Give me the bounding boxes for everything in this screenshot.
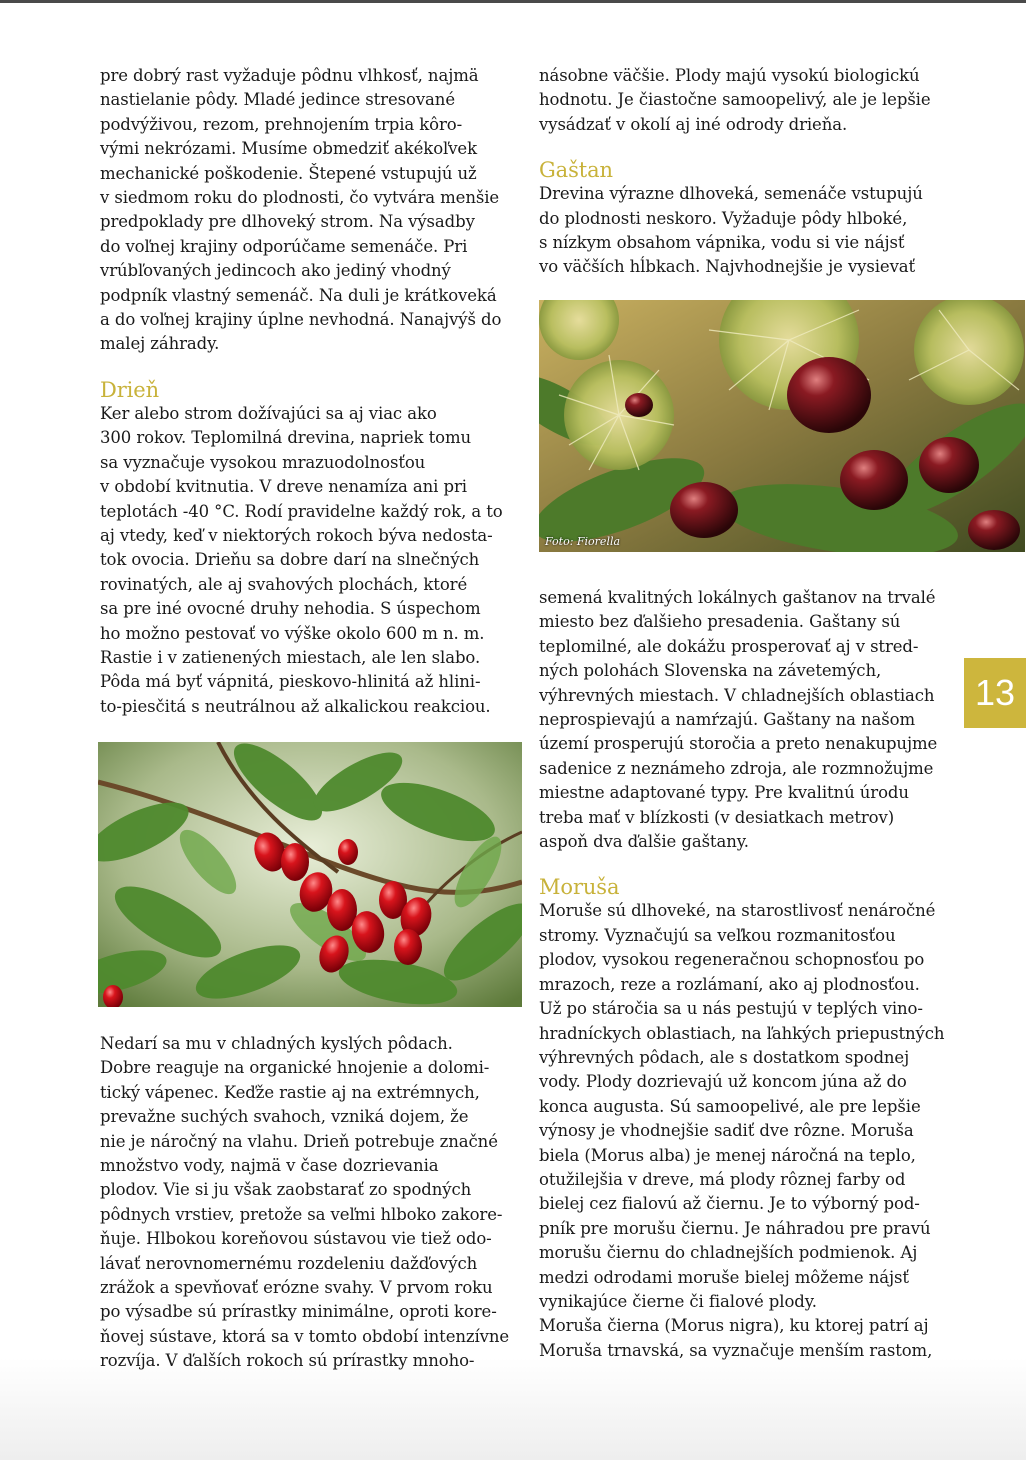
gastan-heading: Gaštan <box>539 158 613 183</box>
text-line: ho možno pestovať vo výške okolo 600 m n. m. <box>100 623 485 643</box>
drien-heading: Drieň <box>100 377 160 402</box>
text-line: biela (Morus alba) je menej náročná na teplo, <box>539 1145 916 1165</box>
text-line: množstvo vody, najmä v čase dozrievania <box>100 1156 439 1176</box>
text-line: v období kvitnutia. V dreve nenamíza ani pri <box>100 477 467 497</box>
text-line: tický vápenec. Keďže rastie aj na extrémnych, <box>100 1082 480 1102</box>
text-line: území prosperujú storočia a preto nenakupujme <box>539 734 938 754</box>
left-column-bottom <box>100 1032 509 1374</box>
text-line: sa pre iné ovocné druhy nehodia. S úspechom <box>100 599 481 619</box>
text-line: ných polohách Slovenska na závetemých, <box>539 661 882 681</box>
text-line: teplotách -40 °C. Rodí pravidelne každý rok, a to <box>100 501 503 521</box>
text-line: podpník vlastný semenáč. Na duli je krátkoveká <box>100 285 497 305</box>
text-line: pre dobrý rast vyžaduje pôdnu vlhkosť, najmä <box>100 66 479 85</box>
text-line: ňuje. Hlbokou koreňovou sústavou vie tiež odo- <box>100 1229 492 1249</box>
text-line: lávať nerovnomernému rozdeleniu dažďových <box>100 1253 478 1273</box>
text-line: plodov. Vie si ju však zaobstarať zo spodných <box>100 1180 472 1200</box>
text-line: nie je náročný na vlahu. Drieň potrebuje značné <box>100 1131 498 1151</box>
cornelian-cherry-photo <box>98 742 522 1007</box>
text-line: miesto bez ďalšieho presadenia. Gaštany sú <box>539 612 901 632</box>
text-line: zrážok a spevňovať erózne svahy. V prvom roku <box>100 1278 493 1298</box>
drien-paragraph <box>100 402 503 719</box>
text-line: bielej cez fialovú až čiernu. Je to výborný pod- <box>539 1194 920 1214</box>
text-line: Moruša trnavská, sa vyznačuje menším rastom, <box>539 1340 933 1360</box>
text-line: rovinatých, ale aj svahových plochách, ktoré <box>100 574 468 594</box>
right-column-bottom <box>539 586 944 1363</box>
text-line: aj vtedy, keď v niektorých rokoch býva nedosta- <box>100 525 493 545</box>
text-line: po výsadbe sú prírastky minimálne, oproti kore- <box>100 1302 497 1322</box>
left-column-top <box>100 64 503 719</box>
text-line: tok ovocia. Drieňu sa dobre darí na slnečných <box>100 550 480 570</box>
text-line: vysádzať v okolí aj iné odrody drieňa. <box>539 114 848 134</box>
text-line: neprospievajú a namŕzajú. Gaštany na našom <box>539 710 916 730</box>
text-line: medzi odrodami moruše bielej môžeme nájsť <box>539 1267 909 1287</box>
text-line: stromy. Vyznačujú sa veľkou rozmanitosťou <box>539 925 896 945</box>
morusa-heading: Moruša <box>539 875 620 900</box>
right-column-top <box>539 64 931 280</box>
text-line: morušu čiernu do chladnejších podmienok. Aj <box>539 1243 918 1263</box>
text-line: rozvíja. V ďalších rokoch sú prírastky mnoho- <box>100 1351 475 1371</box>
text-line: výhrevných miestach. V chladnejších oblastiach <box>539 685 935 705</box>
text-line: vody. Plody dozrievajú už koncom júna až do <box>539 1072 907 1092</box>
text-line: pník pre morušu čiernu. Je náhradou pre pravú <box>539 1218 931 1238</box>
intro-paragraph <box>100 64 503 357</box>
text-line: otužilejšia v dreve, má plody rôznej farby od <box>539 1169 906 1189</box>
gastan-paragraph <box>539 182 931 280</box>
text-line: Dobre reaguje na organické hnojenie a dolomi- <box>100 1058 490 1078</box>
photo-credit: Foto: Fiorella <box>545 535 621 548</box>
text-line: prevažne suchých svahoch, vzniká dojem, že <box>100 1107 469 1127</box>
text-line: treba mať v blízkosti (v desiatkach metrov) <box>539 807 895 827</box>
text-line: hodnotu. Je čiastočne samoopelivý, ale je lepšie <box>539 90 931 110</box>
morusa-paragraph <box>539 899 944 1363</box>
text-line: teplomilné, ale dokážu prosperovať aj v stred- <box>539 636 919 656</box>
text-line: do voľnej krajiny odporúčame semenáče. Pri <box>100 236 468 256</box>
text-line: s nízkym obsahom vápnika, vodu si vie nájsť <box>539 233 905 253</box>
text-line: sadenice z neznámeho zdroja, ale rozmnožujme <box>539 758 934 778</box>
text-line: malej záhrady. <box>100 334 220 354</box>
text-line: sa vyznačuje vysokou mrazuodolnosťou <box>100 452 426 472</box>
text-line: vými nekrózami. Musíme obmedziť akékoľvek <box>100 139 477 159</box>
text-line: mechanické poškodenie. Štepené vstupujú už <box>100 163 477 183</box>
text-line: Moruše sú dlhoveké, na starostlivosť nenáročné <box>539 901 936 921</box>
text-line: Nedarí sa mu v chladných kyslých pôdach. <box>100 1034 453 1053</box>
text-line: výnosy je vhodnejšie sadiť dve rôzne. Moruša <box>539 1121 914 1141</box>
text-line: do plodnosti neskoro. Vyžaduje pôdy hlboké, <box>539 208 908 228</box>
text-line: ňovej sústave, ktorá sa v tomto období intenzívne <box>100 1326 510 1346</box>
text-line: pôdnych vrstiev, pretože sa veľmi hlboko zakore- <box>100 1204 503 1224</box>
text-line: vrúbľovaných jedincoch ako jediný vhodný <box>100 261 451 281</box>
text-line: Už po stáročia sa u nás pestujú v teplých vino- <box>539 999 923 1019</box>
text-line: Ker alebo strom dožívajúci sa aj viac ako <box>100 403 437 423</box>
text-line: násobne väčšie. Plody majú vysokú biologickú <box>539 66 920 85</box>
text-line: mrazoch, reze a rozlámaní, ako aj plodnosťou. <box>539 974 920 994</box>
text-line: Moruša čierna (Morus nigra), ku ktorej patrí aj <box>539 1316 929 1336</box>
text-line: 300 rokov. Teplomilná drevina, napriek tomu <box>100 428 472 448</box>
gastan-continued-paragraph <box>539 586 944 854</box>
page-number: 13 <box>964 658 1026 728</box>
drien-end-paragraph <box>539 64 931 137</box>
drien-continued-paragraph <box>100 1032 509 1374</box>
text-line: Drevina výrazne dlhoveká, semenáče vstupujú <box>539 184 923 204</box>
text-line: výhrevných pôdach, ale s dostatkom spodnej <box>539 1047 910 1067</box>
text-line: Pôda má byť vápnitá, pieskovo-hlinitá až hlini- <box>100 672 481 692</box>
text-line: nastielanie pôdy. Mladé jedince stresované <box>100 90 455 110</box>
text-line: predpoklady pre dlhoveký strom. Na výsadby <box>100 212 475 232</box>
text-line: konca augusta. Sú samoopelivé, ale pre lepšie <box>539 1096 921 1116</box>
text-line: plodov, vysokou regeneračnou schopnosťou po <box>539 950 925 970</box>
text-line: podvýživou, rezom, prehnojením trpia kôro- <box>100 114 463 134</box>
text-line: semená kvalitných lokálnych gaštanov na trvalé <box>539 588 936 607</box>
text-line: vynikajúce čierne či fialové plody. <box>539 1291 817 1311</box>
chestnut-photo <box>539 300 1025 552</box>
text-line: Rastie i v zatienených miestach, ale len slabo. <box>100 647 481 667</box>
text-line: to-piesčitá s neutrálnou až alkalickou reakciou. <box>100 696 491 716</box>
text-line: aspoň dva ďalšie gaštany. <box>539 832 749 852</box>
text-line: v siedmom roku do plodnosti, čo vytvára menšie <box>100 188 500 208</box>
top-rule <box>0 0 1026 3</box>
text-line: vo väčších hĺbkach. Najvhodnejšie je vysievať <box>539 257 916 277</box>
text-line: hradníckych oblastiach, na ľahkých priepustných <box>539 1023 945 1043</box>
text-line: a do voľnej krajiny úplne nevhodná. Nanajvýš do <box>100 310 502 330</box>
text-line: miestne adaptované typy. Pre kvalitnú úrodu <box>539 783 909 803</box>
